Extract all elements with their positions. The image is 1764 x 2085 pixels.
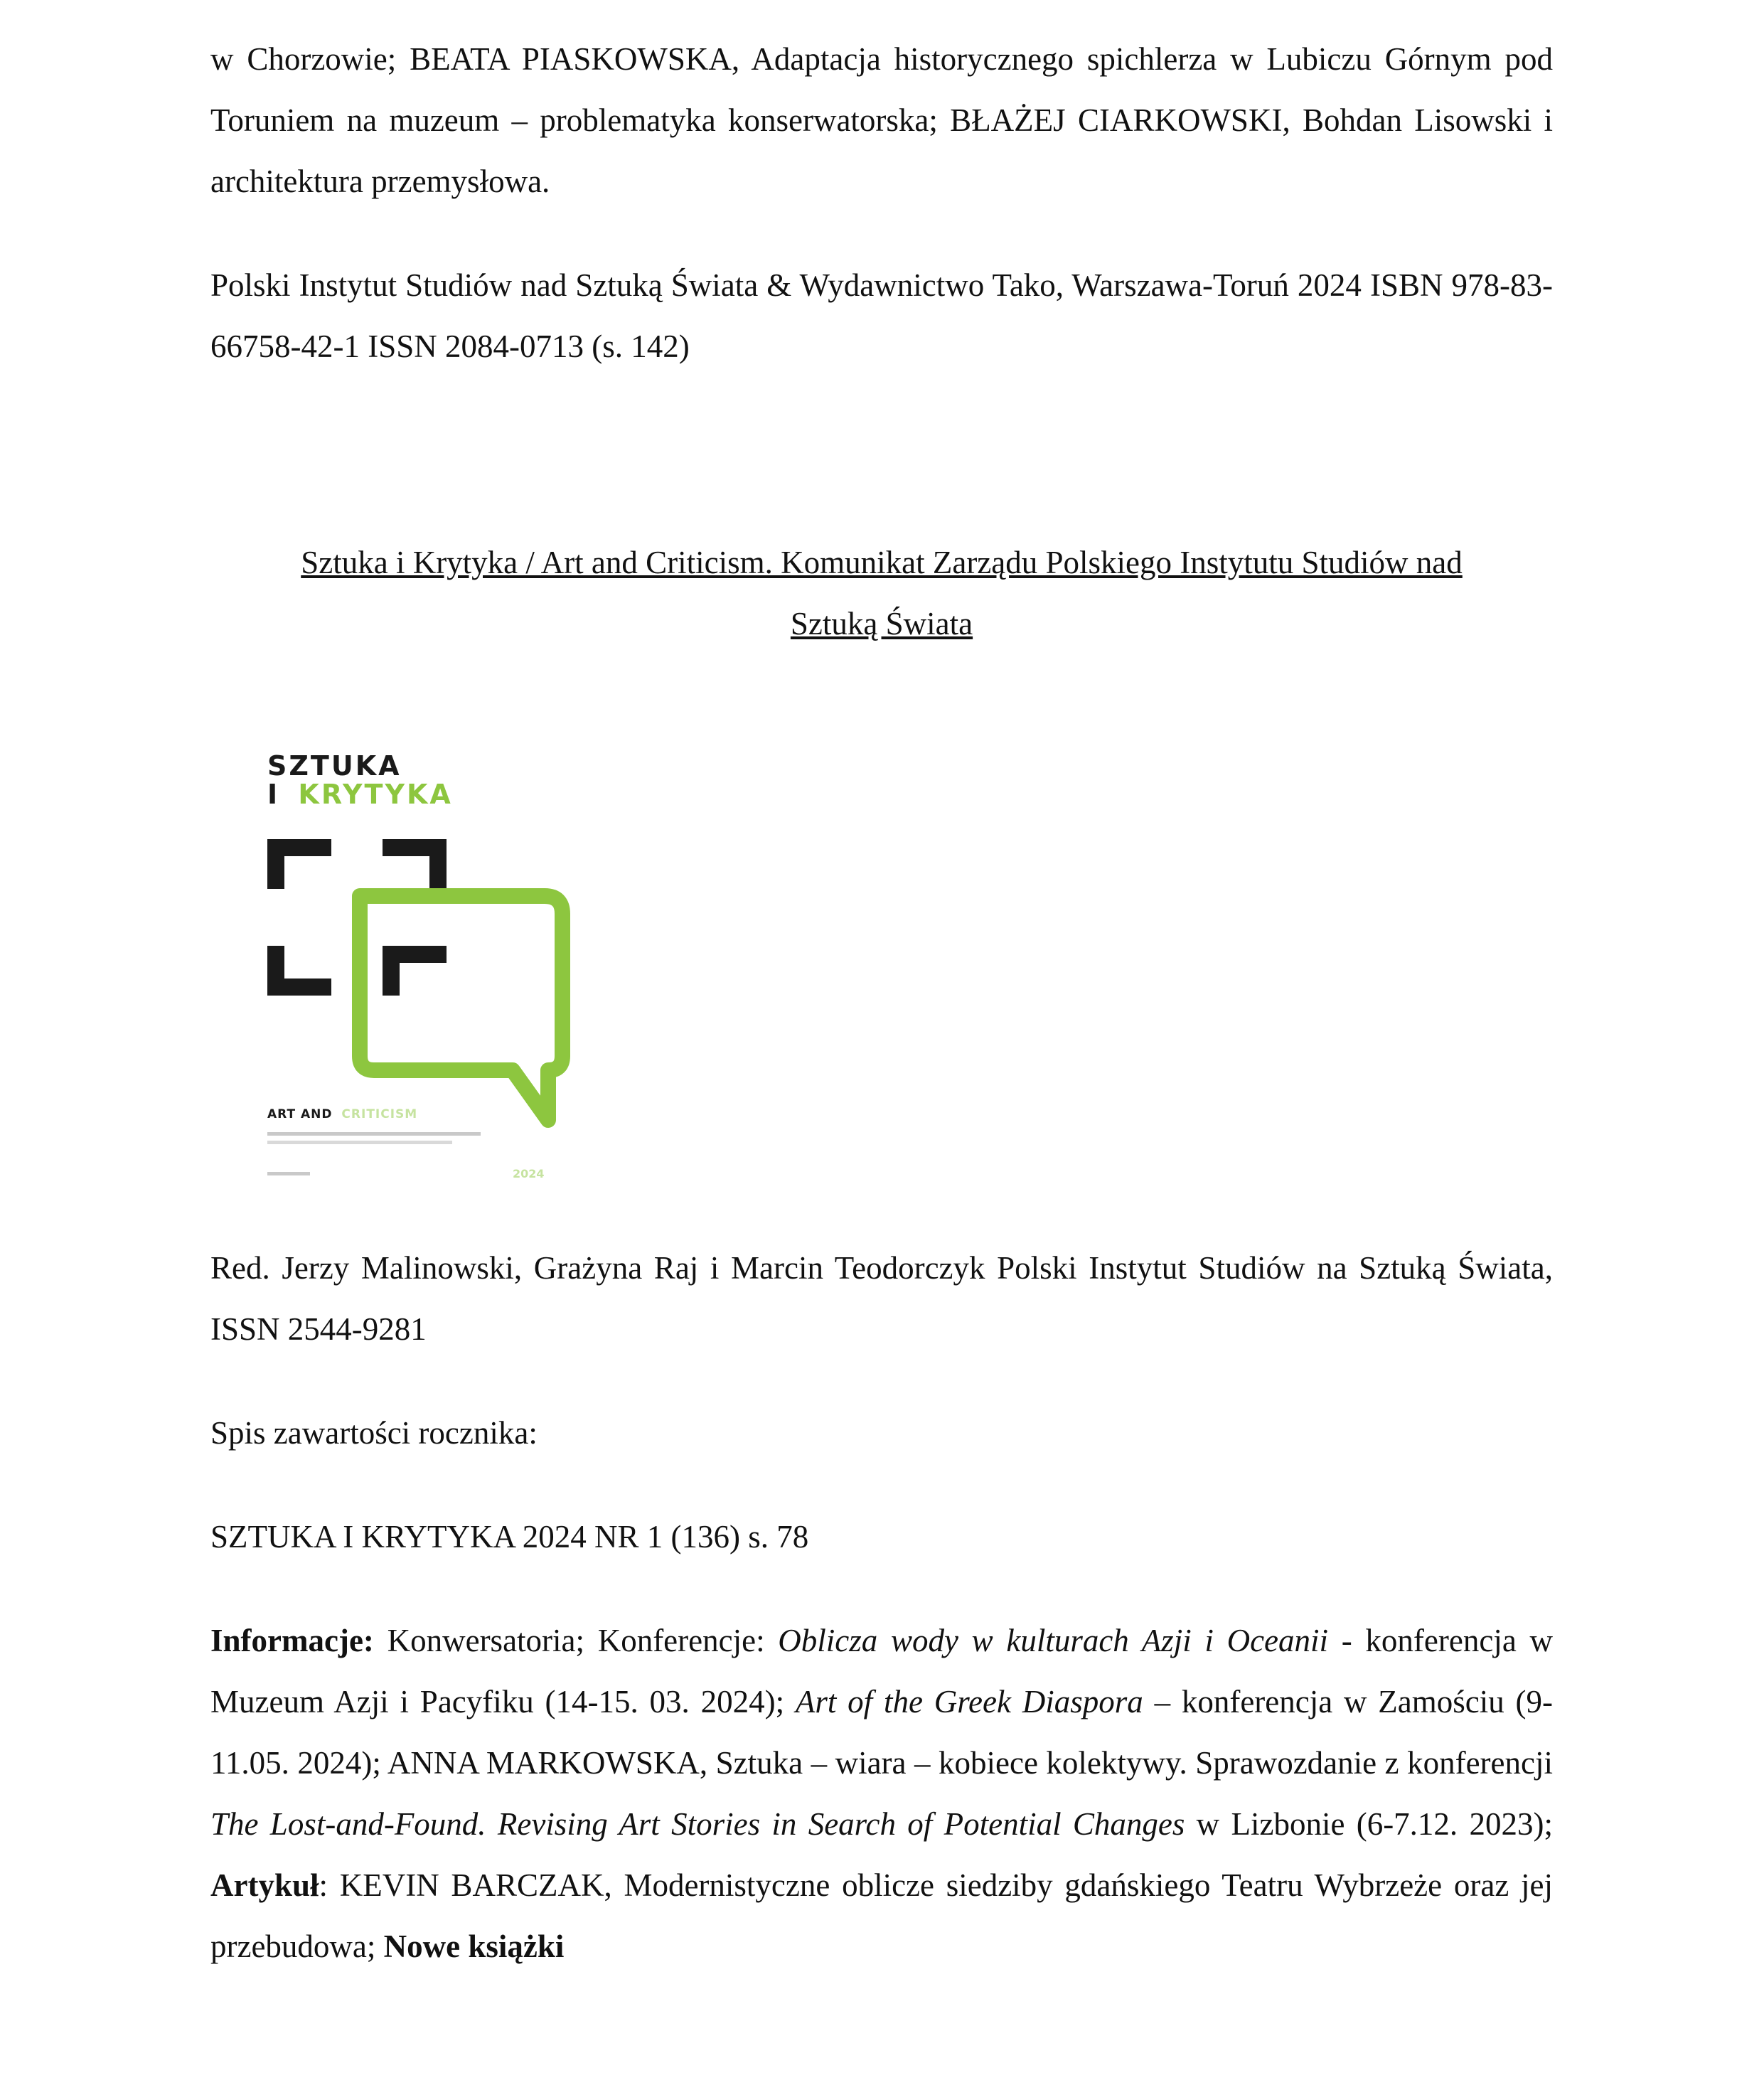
informacje-label: Informacje: xyxy=(210,1623,374,1658)
info-italic-3: The Lost-and-Found. Revising Art Stories in Search of Potential Changes xyxy=(210,1806,1185,1842)
cover-title-i: I xyxy=(267,779,280,810)
section-heading-line-1: Sztuka i Krytyka / Art and Criticism. Komunikat Zarządu Polskiego Instytutu Studiów nad xyxy=(301,545,1463,580)
info-segment-4: w Lizbonie (6-7.12. 2023); xyxy=(1185,1806,1553,1842)
info-segment-3: – konferencja w Zamościu (9-11.05. 2024); ANNA MARKOWSKA, Sztuka – wiara – kobiece kolektywy. Sprawozdanie z konferencji xyxy=(210,1684,1553,1781)
svg-text:ART AND CRITICISM xyxy=(267,1107,417,1121)
document-page xyxy=(210,28,1553,1977)
contents-label: Spis zawartości rocznika: xyxy=(210,1415,538,1451)
info-segment-5: : KEVIN BARCZAK, Modernistyczne oblicze siedziby gdańskiego Teatru Wybrzeże oraz jej przebudowa; xyxy=(210,1867,1553,1964)
cover-subtitle-art: ART AND xyxy=(267,1107,333,1121)
publisher-paragraph xyxy=(210,255,1553,377)
issue-title: SZTUKA I KRYTYKA 2024 NR 1 (136) s. 78 xyxy=(210,1519,809,1555)
info-italic-2: Art of the Greek Diaspora xyxy=(795,1684,1143,1719)
publisher-line-2: ISBN 978-83-66758-42-1 ISSN 2084-0713 (s. 142) xyxy=(210,267,1553,364)
artykul-label: Artykuł xyxy=(210,1867,319,1903)
info-segment-2: - konferencja w Muzeum Azji i Pacyfiku (14-15. 03. 2024); xyxy=(210,1623,1553,1719)
info-segment-1: Konwersatoria; Konferencje: xyxy=(373,1623,779,1658)
journal-cover-image xyxy=(232,711,602,1202)
section-heading-line-2: Sztuką Świata xyxy=(790,606,973,641)
editors-line-2: Świata, ISSN 2544-9281 xyxy=(210,1250,1553,1347)
editors-paragraph xyxy=(210,1237,1553,1360)
cover-title-line-2: KRYTYKA xyxy=(298,779,453,810)
cover-title-line-1: SZTUKA xyxy=(267,750,402,782)
nowe-ksiazki-label: Nowe książki xyxy=(383,1929,565,1964)
info-paragraph xyxy=(210,1610,1553,1977)
publisher-line-1: Polski Instytut Studiów nad Sztuką Świata & Wydawnictwo Tako, Warszawa-Toruń 2024 xyxy=(210,267,1362,303)
top-paragraph-line-3: CIARKOWSKI, Bohdan Lisowski i architektura przemysłowa. xyxy=(210,102,1554,199)
top-paragraph xyxy=(210,28,1553,212)
editors-line-1: Red. Jerzy Malinowski, Grażyna Raj i Marcin Teodorczyk Polski Instytut Studiów na Sztuką xyxy=(210,1250,1446,1286)
top-paragraph-line-2: Górnym pod Toruniem na muzeum – problematyka konserwatorska; BŁAŻEJ xyxy=(210,41,1553,138)
top-paragraph-line-1: w Chorzowie; BEATA PIASKOWSKA, Adaptacja historycznego spichlerza w Lubiczu xyxy=(210,41,1372,77)
cover-year: 2024 xyxy=(513,1167,545,1180)
cover-subtitle-criticism: CRITICISM xyxy=(341,1107,418,1121)
section-heading xyxy=(210,532,1553,654)
info-italic-1: Oblicza wody w kulturach Azji i Oceanii xyxy=(778,1623,1329,1658)
